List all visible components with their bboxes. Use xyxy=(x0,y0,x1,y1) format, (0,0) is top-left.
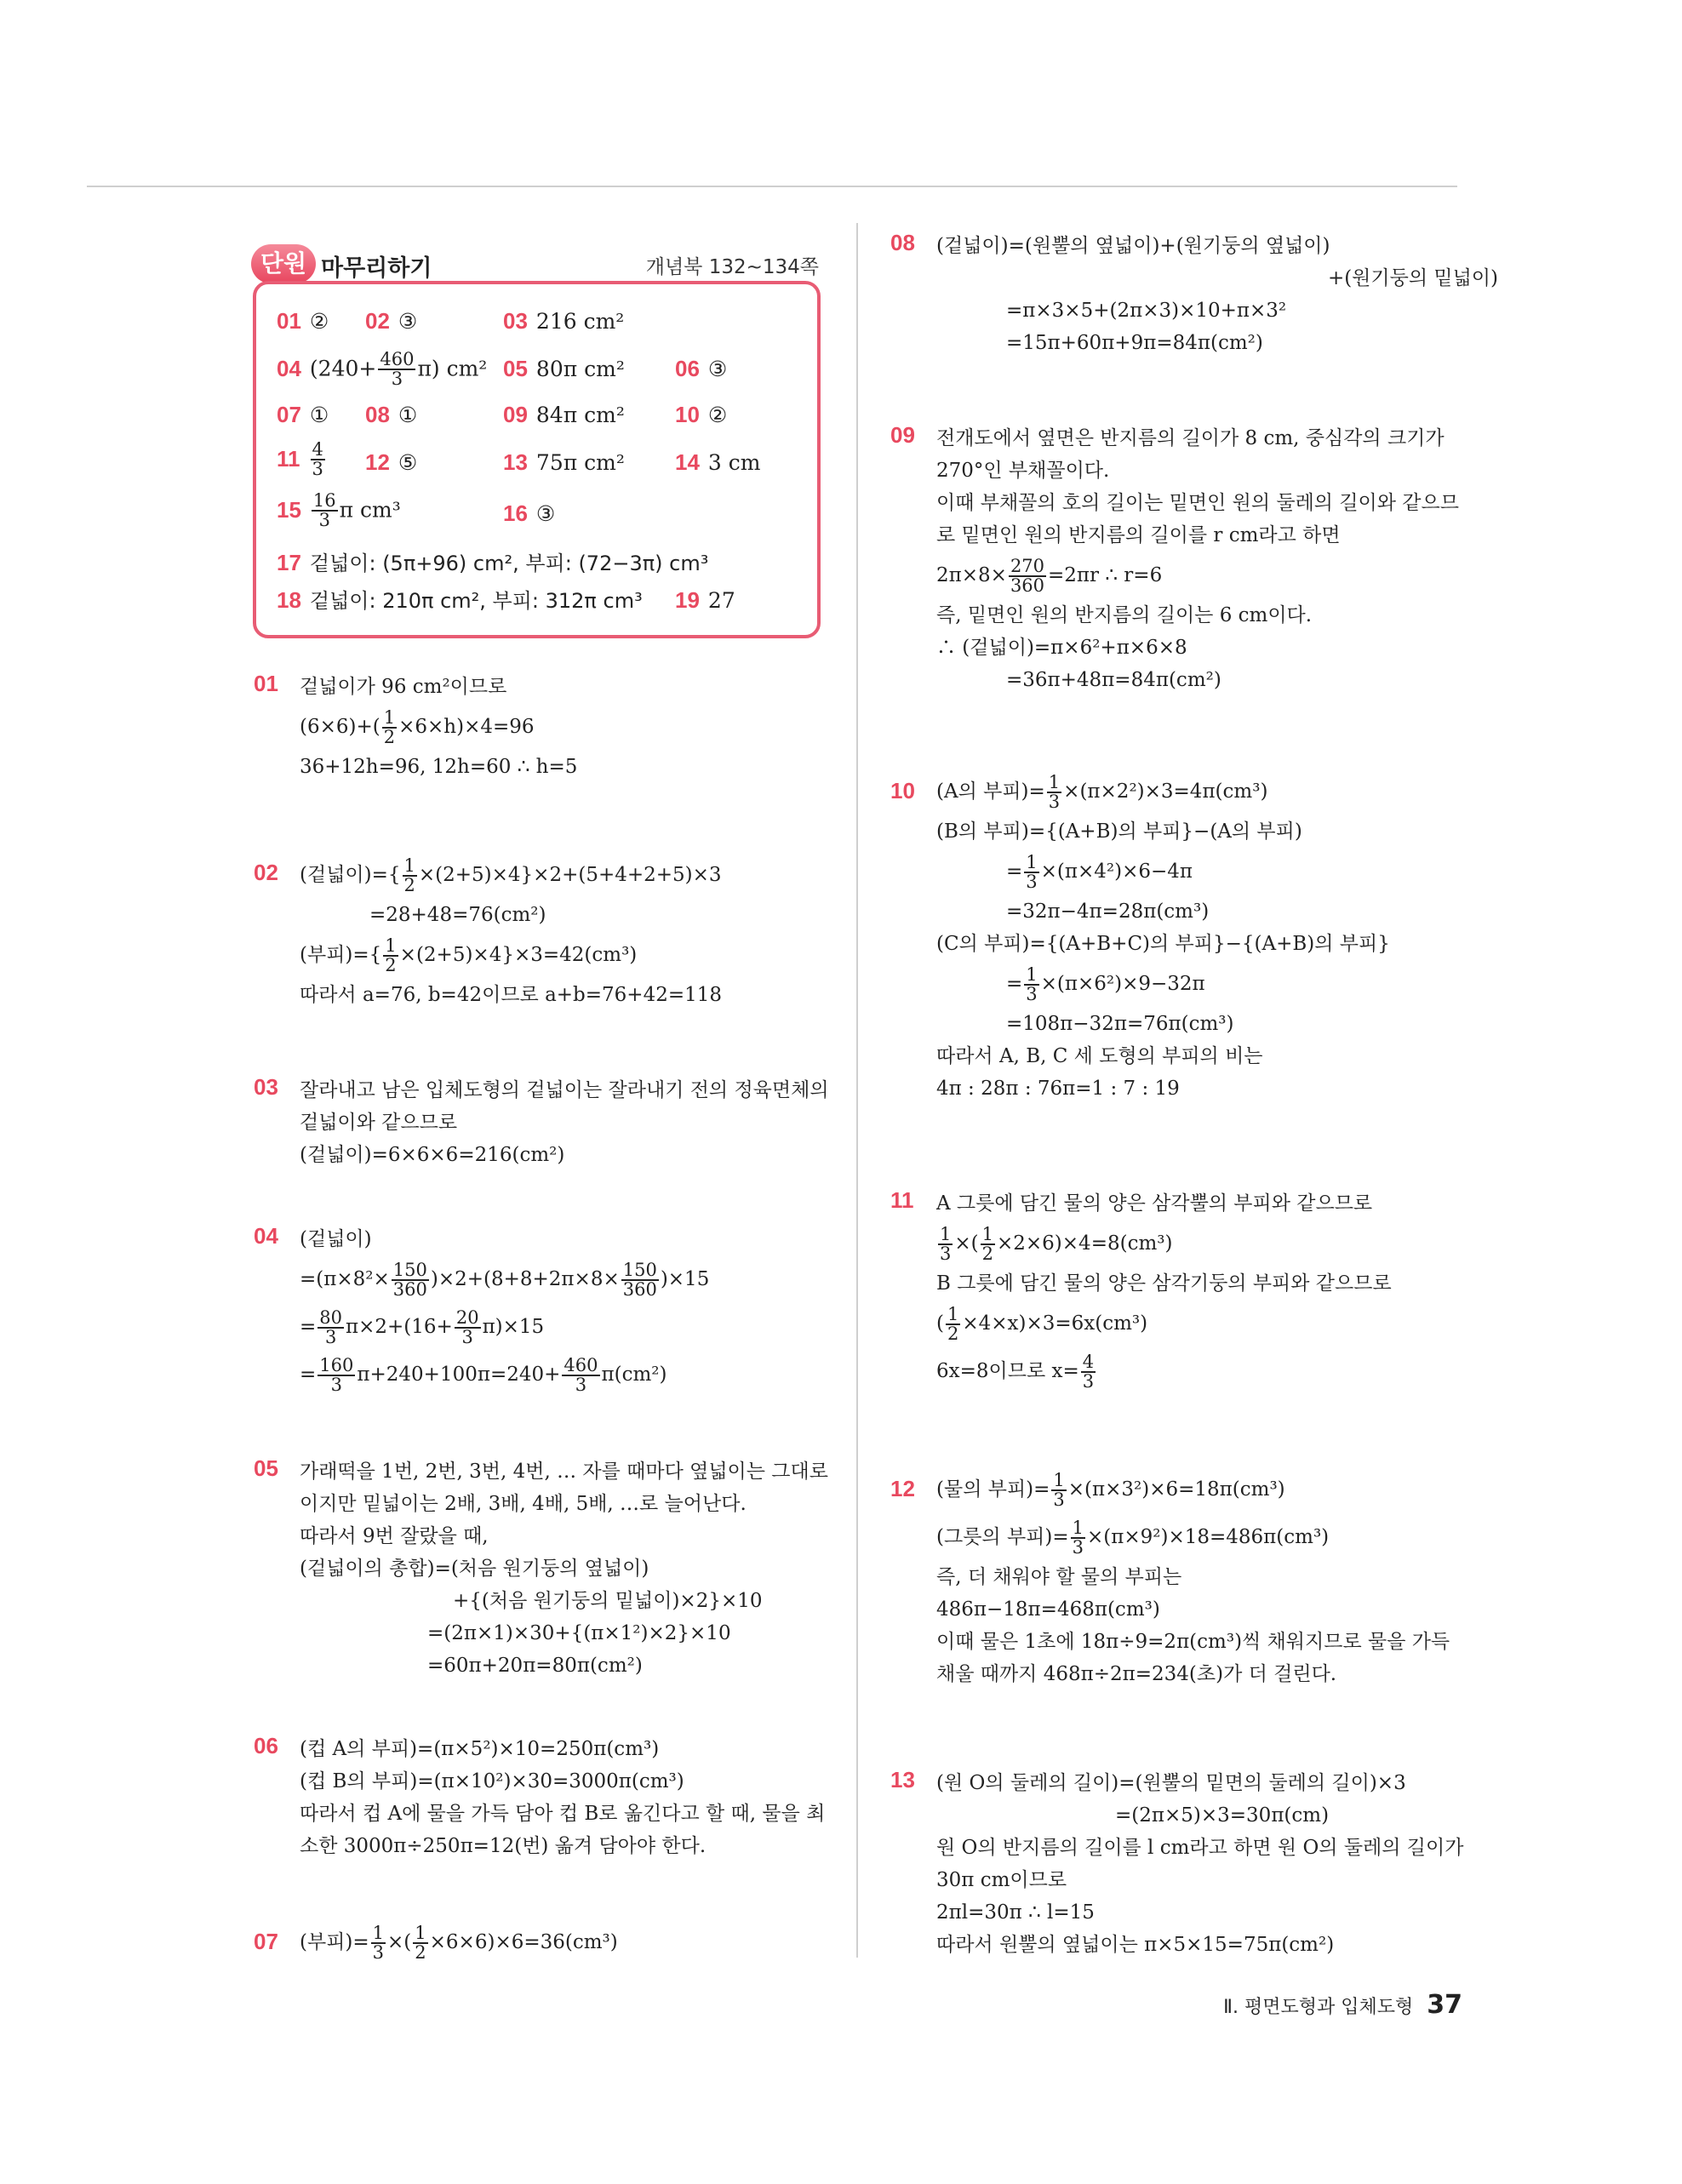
answer-item: 14 3 cm xyxy=(675,449,761,475)
answer-item: 17 겉넓이: (5π+96) cm², 부피: (72−3π) cm³ xyxy=(277,550,709,575)
answer-item: 13 75π cm² xyxy=(503,449,625,475)
answer-item: 04 (240+ $\frac{460}{3}$ π) cm² xyxy=(277,349,488,389)
answer-summary-box xyxy=(253,281,821,638)
answer-item: 11 $\frac{4}{3}$ xyxy=(277,439,323,479)
answer-item: 15 $\frac{16}{3}$ π cm³ xyxy=(277,490,401,530)
top-rule xyxy=(87,186,1457,187)
answer-item: 18 겉넓이: 210π cm², 부피: 312π cm³ xyxy=(277,587,643,613)
concept-book-reference: 개념북 132~134쪽 xyxy=(645,256,819,278)
answer-item: 03 216 cm² xyxy=(503,308,625,334)
unit-summary-title: 마무리하기 xyxy=(321,255,432,282)
answer-item: 06 ③ xyxy=(675,356,728,381)
answer-item: 12 ⑤ xyxy=(365,449,418,475)
unit-badge: 단원 xyxy=(251,244,316,283)
answer-item: 08 ① xyxy=(365,402,418,427)
answer-item: 02 ③ xyxy=(365,308,418,334)
answer-item: 09 84π cm² xyxy=(503,402,625,427)
section-title: Ⅱ. 평면도형과 입체도형 xyxy=(1223,1997,1414,2018)
answer-item: 07 ① xyxy=(277,402,329,427)
page-number: 37 xyxy=(1427,1990,1462,2020)
answer-item: 16 ③ xyxy=(503,500,556,526)
answer-item: 19 27 xyxy=(675,587,735,613)
answer-item: 10 ② xyxy=(675,402,728,427)
answer-item: 05 80π cm² xyxy=(503,356,625,381)
answer-item: 01 ② xyxy=(277,308,329,334)
page-footer xyxy=(1223,1990,1462,2020)
column-divider xyxy=(856,223,858,1958)
